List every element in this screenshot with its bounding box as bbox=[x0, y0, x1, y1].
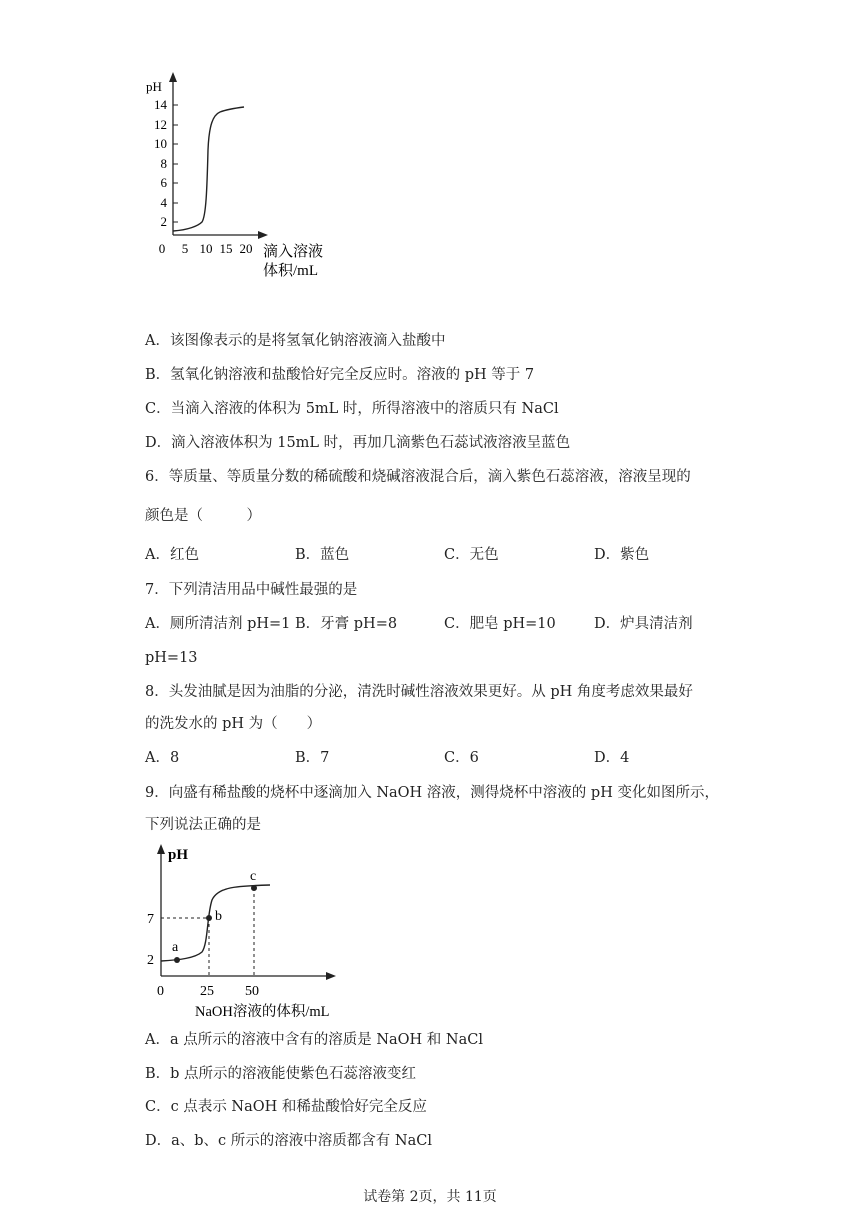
q7-option-a: A．厕所清洁剂 pH=1 bbox=[145, 616, 291, 632]
q8-stem-line2: 的洗发水的 pH 为（ ） bbox=[145, 716, 322, 732]
q8-option-c: C．6 bbox=[444, 750, 479, 766]
q6-option-d: D．紫色 bbox=[594, 547, 650, 563]
q7-option-d-wrap: pH=13 bbox=[145, 650, 198, 666]
q9-stem-line1: 9．向盛有稀盐酸的烧杯中逐滴加入 NaOH 溶液，测得烧杯中溶液的 pH 变化如图所示， bbox=[145, 785, 719, 801]
xtick: 15 bbox=[219, 241, 233, 256]
xtick-25: 25 bbox=[200, 984, 214, 999]
q9-option-b: B．b 点所示的溶液能使紫色石蕊溶液变红 bbox=[145, 1066, 417, 1082]
y-ticks bbox=[154, 97, 178, 229]
x-axis-label: NaOH溶液的体积/mL bbox=[195, 1004, 330, 1020]
xtick: 5 bbox=[181, 241, 189, 256]
y-axis-arrow bbox=[157, 844, 165, 854]
page-footer: 试卷第 2页，共 11页 bbox=[363, 1189, 497, 1205]
point-b bbox=[206, 915, 212, 921]
point-c bbox=[251, 885, 257, 891]
q8-option-d: D．4 bbox=[594, 750, 630, 766]
point-a-label: a bbox=[172, 940, 179, 955]
x-axis-label-line2: 体积/mL bbox=[263, 263, 318, 279]
y-axis-label: pH bbox=[146, 79, 162, 94]
ytick: 4 bbox=[160, 195, 167, 210]
ytick: 12 bbox=[154, 117, 167, 132]
xtick: 20 bbox=[239, 241, 253, 256]
q6-option-a: A．红色 bbox=[145, 547, 199, 563]
xtick-0: 0 bbox=[157, 984, 164, 999]
x-ticks bbox=[159, 241, 253, 256]
point-b-label: b bbox=[215, 909, 222, 924]
q5-option-d: D．滴入溶液体积为 15mL 时，再加几滴紫色石蕊试液溶液呈蓝色 bbox=[145, 435, 571, 451]
q9-stem-line2: 下列说法正确的是 bbox=[145, 817, 261, 833]
q9-option-d: D．a、b、c 所示的溶液中溶质都含有 NaCl bbox=[145, 1133, 432, 1149]
q7-option-d: D．炉具清洁剂 bbox=[594, 616, 693, 632]
titration-graph-1 bbox=[140, 70, 340, 285]
xtick: 0 bbox=[158, 241, 166, 256]
q6-option-b: B．蓝色 bbox=[295, 547, 350, 563]
ytick-7: 7 bbox=[147, 912, 154, 927]
point-a bbox=[174, 957, 180, 963]
q5-option-a: A．该图像表示的是将氢氧化钠溶液滴入盐酸中 bbox=[145, 333, 446, 349]
q7-option-c: C．肥皂 pH=10 bbox=[444, 616, 556, 632]
titration-graph-2 bbox=[140, 840, 350, 1025]
q5-option-c: C．当滴入溶液的体积为 5mL 时，所得溶液中的溶质只有 NaCl bbox=[145, 401, 559, 417]
x-axis-arrow bbox=[258, 231, 268, 239]
q9-option-c: C．c 点表示 NaOH 和稀盐酸恰好完全反应 bbox=[145, 1099, 427, 1115]
ph-curve bbox=[173, 107, 244, 231]
ytick: 2 bbox=[160, 214, 167, 229]
ytick: 10 bbox=[154, 136, 167, 151]
x-axis-label-line1: 滴入溶液 bbox=[263, 244, 324, 260]
ytick: 6 bbox=[160, 175, 167, 190]
xtick-50: 50 bbox=[245, 984, 259, 999]
q6-stem-line1: 6．等质量、等质量分数的稀硫酸和烧碱溶液混合后，滴入紫色石蕊溶液，溶液呈现的 bbox=[145, 469, 691, 485]
q6-stem-line2: 颜色是（ ） bbox=[145, 508, 261, 524]
q8-option-b: B．7 bbox=[295, 750, 330, 766]
ytick-2: 2 bbox=[147, 953, 154, 968]
q8-stem-line1: 8．头发油腻是因为油脂的分泌，清洗时碱性溶液效果更好。从 pH 角度考虑效果最好 bbox=[145, 684, 693, 700]
q6-option-c: C．无色 bbox=[444, 547, 499, 563]
q9-option-a: A．a 点所示的溶液中含有的溶质是 NaOH 和 NaCl bbox=[145, 1032, 483, 1048]
point-c-label: c bbox=[250, 869, 257, 884]
q7-option-b: B．牙膏 pH=8 bbox=[295, 616, 398, 632]
xtick: 10 bbox=[199, 241, 213, 256]
q5-option-b: B．氢氧化钠溶液和盐酸恰好完全反应时。溶液的 pH 等于 7 bbox=[145, 367, 535, 383]
x-axis-arrow bbox=[326, 972, 336, 980]
ytick: 8 bbox=[160, 156, 167, 171]
y-axis-arrow bbox=[169, 72, 177, 82]
ytick: 14 bbox=[154, 97, 167, 112]
q7-stem: 7．下列清洁用品中碱性最强的是 bbox=[145, 582, 358, 598]
y-axis-label: pH bbox=[168, 847, 189, 863]
q8-option-a: A．8 bbox=[145, 750, 180, 766]
